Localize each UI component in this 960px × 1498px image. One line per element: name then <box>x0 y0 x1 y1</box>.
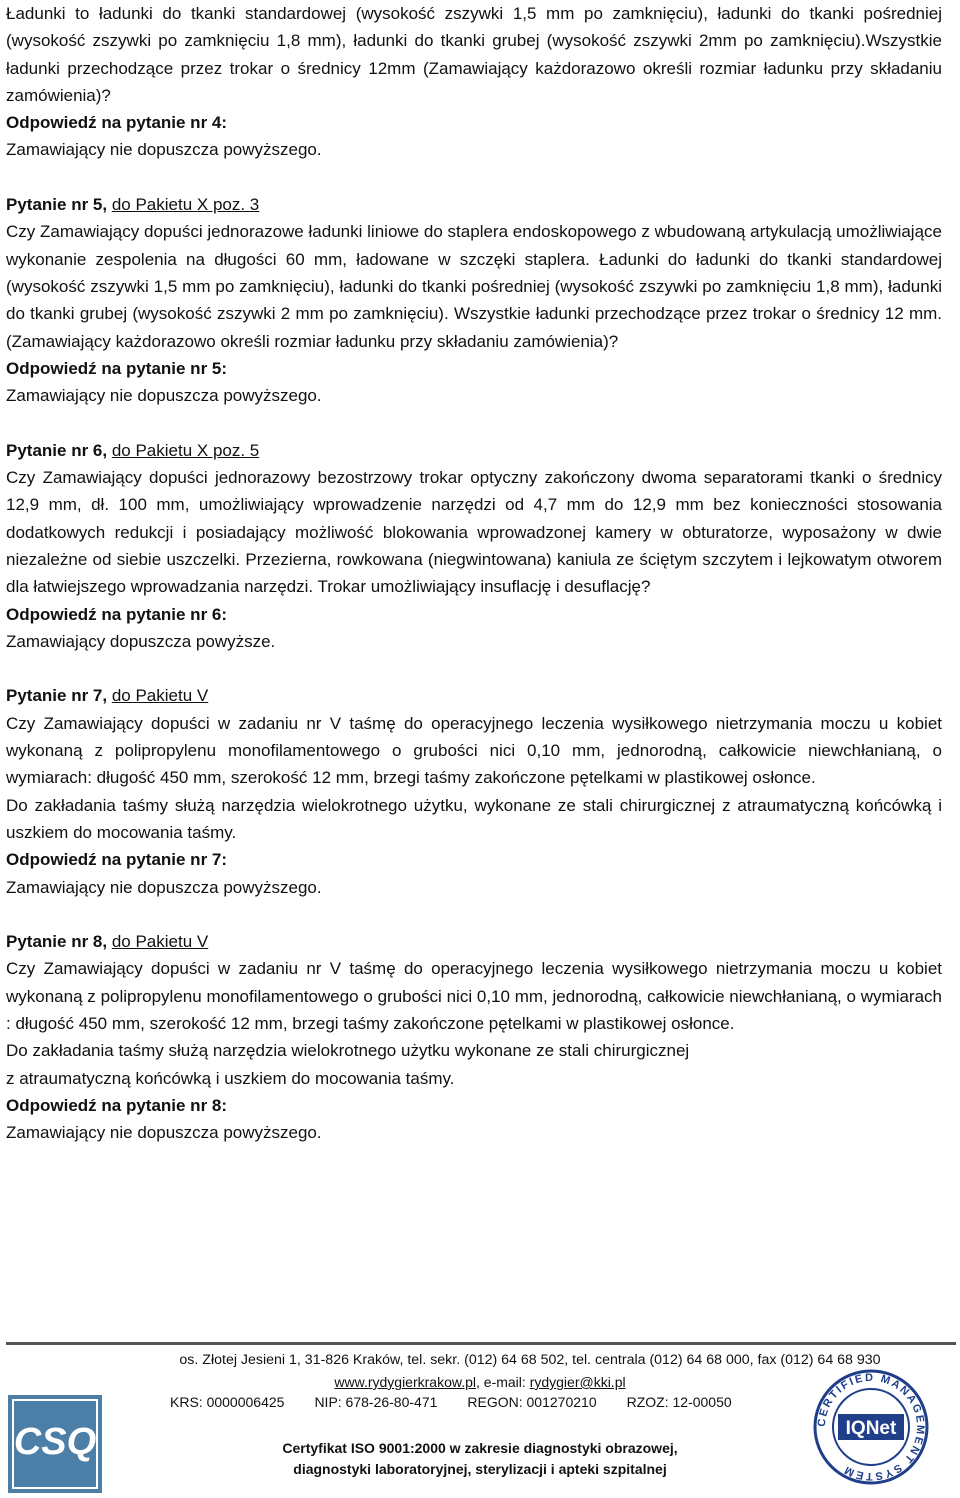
email-prefix: , e-mail: <box>476 1374 530 1390</box>
paragraph <box>6 928 942 955</box>
text-span: Czy Zamawiający dopuści w zadaniu nr V taśmę do operacyjnego leczenia wysiłkowego nietrzymania moczu u kobiet wykonaną z polipropylenu monofilamentowego o grubości nici 0,10 mm, jednorodną, całkowicie niewchłanianą, o wymiarach: długość 450 mm, szerokość 12 mm, brzegi taśmy zakończone pętelkami w plastikowej osłonce. <box>6 713 942 788</box>
paragraph <box>6 191 942 218</box>
krs-number: KRS: 0000006425 <box>170 1394 285 1410</box>
paragraph <box>6 1119 942 1146</box>
iqnet-certified-logo <box>812 1368 930 1486</box>
text-span: Ładunki to ładunki do tkanki standardowej (wysokość zszywki 1,5 mm po zamknięciu), ładunki do tkanki pośredniej (wysokość zszywki po zamknięciu 1,8 mm), ładunki do tkanki grubej (wysokość zszywki 2mm po zamknięciu).Wszystkie ładunki przechodzące przez trokar o średnicy 12mm (Zamawiający każdorazowo określi rozmiar ładunku przy składaniu zamówienia)? <box>6 4 942 105</box>
paragraph <box>6 710 942 792</box>
text-span: Zamawiający nie dopuszcza powyższego. <box>6 140 322 160</box>
text-span: Do zakładania taśmy służą narzędzia wielokrotnego użytku, wykonane ze stali chirurgicznej z atraumatyczną końcówką i uszkiem do mocowania taśmy. <box>6 795 942 842</box>
paragraph <box>6 109 942 136</box>
paragraph <box>6 0 942 109</box>
bold-text: Pytanie nr 6, <box>6 440 112 460</box>
paragraph <box>6 628 942 655</box>
bold-text: Odpowiedź na pytanie nr 6: <box>6 604 228 624</box>
bold-text: Odpowiedź na pytanie nr 4: <box>6 113 228 133</box>
website-link[interactable]: www.rydygierkrakow.pl <box>334 1374 476 1390</box>
csq-logo <box>8 1395 102 1493</box>
bold-text: Pytanie nr 8, <box>6 932 112 952</box>
text-span: Zamawiający nie dopuszcza powyższego. <box>6 877 322 897</box>
bold-text: Odpowiedź na pytanie nr 8: <box>6 1095 228 1115</box>
document-body <box>6 0 942 1146</box>
paragraph <box>6 1037 942 1064</box>
bold-text: Pytanie nr 5, <box>6 195 112 215</box>
registry-numbers <box>170 1394 790 1410</box>
paragraph <box>6 874 942 901</box>
cert-line-1: Certyfikat ISO 9001:2000 w zakresie diagnostyki obrazowej, <box>282 1440 678 1456</box>
text-span: Zamawiający nie dopuszcza powyższego. <box>6 386 322 406</box>
footer-address: os. Złotej Jesieni 1, 31-826 Kraków, tel. sekr. (012) 64 68 502, tel. centrala (012) 64 68 000, fax (012) 64 68 930 <box>179 1352 881 1368</box>
paragraph <box>6 136 942 163</box>
text-span: Czy Zamawiający dopuści jednorazowe ładunki liniowe do staplera endoskopowego z wbudowaną artykulacją umożliwiające wykonanie zespolenia na długości 60 mm, ładowane w szczęki staplera. Ładunki do ładunki do tkanki standardowej (wysokość zszywki 1,5 mm po zamknięciu), ładunki do tkanki pośredniej (wysokość zszywki po zamknięciu 1,8 mm), ładunki do tkanki grubej (wysokość zszywki 2 mm po zamknięciu). Wszystkie ładunki przechodzące przez trokar o średnicy 12 mm. (Zamawiający każdorazowo określi rozmiar ładunku przy składaniu zamówienia)? <box>6 222 942 351</box>
paragraph-spacer <box>6 655 942 682</box>
text-span: Do zakładania taśmy służą narzędzia wielokrotnego użytku wykonane ze stali chirurgicznej <box>6 1041 690 1061</box>
paragraph <box>6 1065 942 1092</box>
footer <box>0 1338 960 1498</box>
iqnet-logo-text: IQNet <box>845 1418 897 1439</box>
paragraph <box>6 955 942 1037</box>
footer-divider <box>6 1342 956 1345</box>
rzoz-number: RZOZ: 12-00050 <box>626 1394 732 1410</box>
iqnet-ring-text: CERTIFIED MANAGEMENT SYSTEM <box>815 1371 927 1483</box>
paragraph <box>6 355 942 382</box>
cert-line-2: diagnostyki laboratoryjnej, sterylizacji i apteki szpitalnej <box>293 1461 667 1477</box>
text-span: z atraumatyczną końcówką i uszkiem do mocowania taśmy. <box>6 1068 455 1088</box>
paragraph <box>6 682 942 709</box>
text-span: Czy Zamawiający dopuści w zadaniu nr V taśmę do operacyjnego leczenia wysiłkowego nietrzymania moczu u kobiet wykonaną z polipropylenu monofilamentowego o grubości nici 0,10 mm, jednorodną, całkowicie niewchłanianą, o wymiarach : długość 450 mm, szerokość 12 mm, brzegi taśmy zakończone pętelkami w plastikowej osłonce. <box>6 959 942 1033</box>
email-link[interactable]: rydygier@kki.pl <box>529 1374 626 1390</box>
paragraph <box>6 601 942 628</box>
paragraph <box>6 792 942 847</box>
bold-text: Odpowiedź na pytanie nr 7: <box>6 850 228 870</box>
paragraph-spacer <box>6 164 942 191</box>
paragraph <box>6 218 942 354</box>
nip-number: NIP: 678-26-80-471 <box>314 1394 438 1410</box>
paragraph-spacer <box>6 901 942 928</box>
text-span: Czy Zamawiający dopuści jednorazowy bezostrzowy trokar optyczny zakończony dwoma separatorami tkanki o średnicy 12,9 mm, dł. 100 mm, umożliwiający wprowadzenie narzędzi od 4,7 mm do 12,9 mm bez konieczności stosowania dodatkowych redukcji i posiadający możliwość blokowania wprowadzonej kamery w obturatorze, wyposażony w dwie niezależne od siebie uszczelki. Przezierna, rowkowana (niegwintowana) kaniula ze ściętym szczytem i lejkowatym otworem dla łatwiejszego wprowadzania narzędzi. Trokar umożliwiający insuflację i desuflację? <box>6 468 942 597</box>
paragraph <box>6 1092 942 1119</box>
underlined-reference: do Pakietu V <box>111 932 209 952</box>
regon-number: REGON: 001270210 <box>467 1394 597 1410</box>
paragraph <box>6 846 942 873</box>
text-span: Zamawiający nie dopuszcza powyższego. <box>6 1123 322 1143</box>
paragraph-spacer <box>6 409 942 436</box>
csq-logo-text: CSQ <box>13 1421 97 1463</box>
bold-text: Pytanie nr 7, <box>6 686 112 706</box>
paragraph <box>6 437 942 464</box>
underlined-reference: do Pakietu X poz. 5 <box>111 440 260 460</box>
underlined-reference: do Pakietu V <box>111 686 209 706</box>
text-span: Zamawiający dopuszcza powyższe. <box>6 631 276 651</box>
paragraph <box>6 464 942 600</box>
bold-text: Odpowiedź na pytanie nr 5: <box>6 358 228 378</box>
underlined-reference: do Pakietu X poz. 3 <box>111 195 260 215</box>
paragraph <box>6 382 942 409</box>
